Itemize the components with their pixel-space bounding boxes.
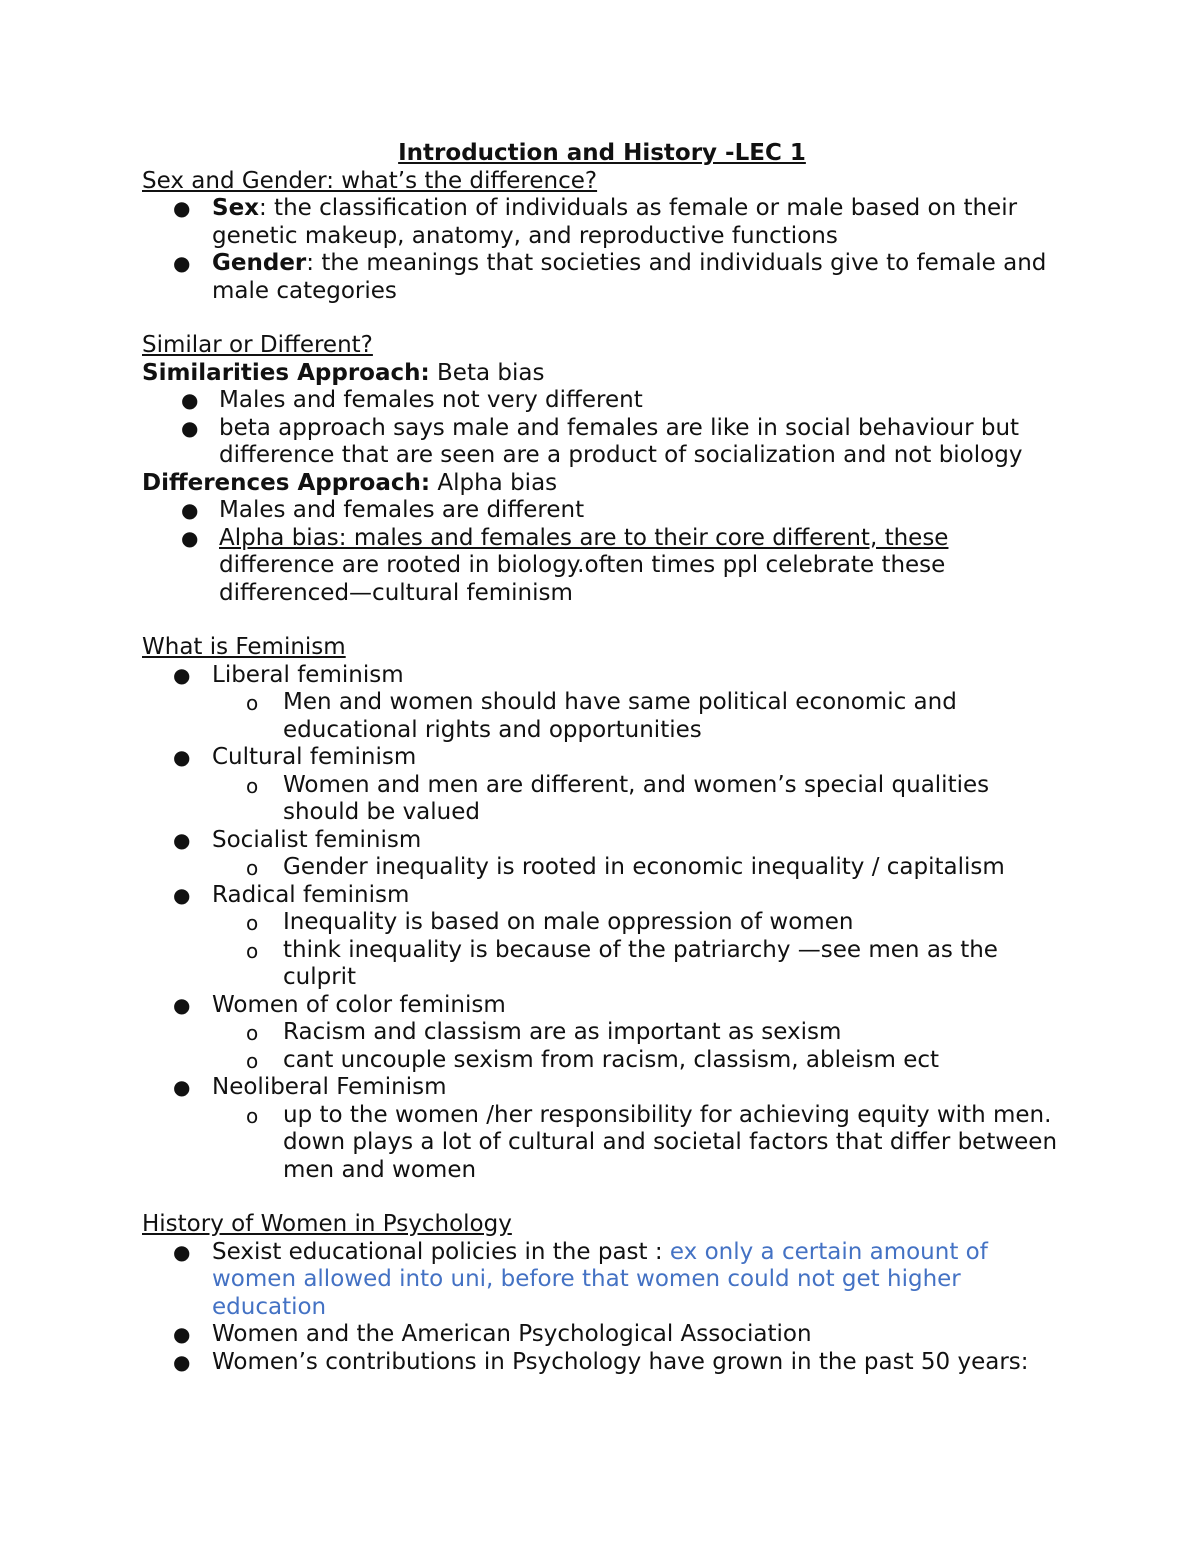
sub-item-text: Racism and classism are as important as sexism xyxy=(283,1019,842,1045)
list-item xyxy=(142,1349,1062,1377)
list-item xyxy=(142,250,1062,305)
list-item xyxy=(142,1239,1062,1322)
sub-item-text: Inequality is based on male oppression of women xyxy=(283,909,854,935)
list-item xyxy=(142,1321,1062,1349)
circle-bullet-icon: o xyxy=(246,938,259,963)
sub-item-text: up to the women /her responsibility for achieving equity with men. down plays a lot of cultural and societal factors that differ between men and women xyxy=(283,1101,1058,1183)
bullet-icon: ● xyxy=(181,525,199,550)
sub-list-item xyxy=(142,854,1062,882)
list-item-text: Women and the American Psychological Association xyxy=(212,1321,812,1347)
bullet-icon: ● xyxy=(173,196,191,220)
document-page xyxy=(142,140,1062,1376)
bullet-icon: ● xyxy=(173,1075,191,1099)
feminism-type: Cultural feminism xyxy=(212,744,417,770)
differences-label: Differences Approach: xyxy=(142,469,431,496)
feminism-type: Socialist feminism xyxy=(212,826,422,853)
circle-bullet-icon: o xyxy=(246,1021,259,1045)
definition-gender: : the meanings that societies and individuals give to female and male categories xyxy=(212,250,1047,304)
similarities-list xyxy=(142,387,1062,470)
list-item xyxy=(142,497,1062,525)
sub-item-text: think inequality is because of the patriarchy —see men as the culprit xyxy=(283,936,998,990)
sub-item-text: Gender inequality is rooted in economic inequality / capitalism xyxy=(283,854,1005,880)
sub-item-text: cant uncouple sexism from racism, classism, ableism ect xyxy=(283,1046,940,1073)
bullet-icon: ● xyxy=(181,498,199,522)
list-item-text: Males and females are different xyxy=(219,497,585,523)
bullet-icon: ● xyxy=(181,388,199,412)
paragraph-gap xyxy=(142,305,1062,332)
paragraph-gap xyxy=(142,1184,1062,1211)
similarities-label: Similarities Approach: xyxy=(142,359,430,386)
bullet-icon: ● xyxy=(173,745,191,769)
list-item xyxy=(142,662,1062,690)
list-item xyxy=(142,744,1062,772)
feminism-list xyxy=(142,662,1062,1185)
section-heading-history: History of Women in Psychology xyxy=(142,1211,512,1237)
circle-bullet-icon: o xyxy=(246,856,259,880)
circle-bullet-icon: o xyxy=(246,773,259,798)
sub-item-text: Men and women should have same political economic and educational rights and opportunities xyxy=(283,689,957,743)
page-title: Introduction and History -LEC 1 xyxy=(398,140,806,166)
list-item xyxy=(142,387,1062,415)
list-item xyxy=(142,882,1062,910)
bullet-icon: ● xyxy=(181,415,199,440)
feminism-type: Women of color feminism xyxy=(212,991,506,1018)
bullet-icon: ● xyxy=(173,251,191,275)
bullet-icon: ● xyxy=(173,992,191,1017)
list-item xyxy=(142,525,1062,608)
similarities-value: Beta bias xyxy=(429,359,545,386)
feminism-type: Liberal feminism xyxy=(212,661,404,688)
history-list xyxy=(142,1239,1062,1377)
list-item xyxy=(142,827,1062,855)
circle-bullet-icon: o xyxy=(246,911,259,935)
sub-list-item xyxy=(142,1102,1062,1185)
sex-gender-list xyxy=(142,195,1062,305)
list-item xyxy=(142,195,1062,250)
section-heading-sex-gender: Sex and Gender: what’s the difference? xyxy=(142,167,598,194)
feminism-type: Neoliberal Feminism xyxy=(212,1074,447,1100)
definition-sex: : the classification of individuals as female or male based on their genetic makeup, anatomy, and reproductive functions xyxy=(212,195,1018,249)
list-item-text: Sexist educational policies in the past : xyxy=(212,1238,670,1265)
section-heading-similar-different: Similar or Different? xyxy=(142,332,373,358)
circle-bullet-icon: o xyxy=(246,1103,259,1128)
differences-value: Alpha bias xyxy=(430,469,558,496)
list-item xyxy=(142,992,1062,1020)
circle-bullet-icon: o xyxy=(246,691,259,715)
list-item-text: difference are rooted in biology.often times ppl celebrate these differenced—cultural feminism xyxy=(219,552,946,606)
sub-list-item xyxy=(142,1019,1062,1047)
bullet-icon: ● xyxy=(173,662,191,687)
term-gender: Gender xyxy=(212,250,307,276)
bullet-icon: ● xyxy=(173,1239,191,1264)
bullet-icon: ● xyxy=(173,1349,191,1374)
similarities-approach-line xyxy=(142,360,1062,388)
list-item-text: Males and females not very different xyxy=(219,387,643,413)
section-heading-feminism: What is Feminism xyxy=(142,634,346,660)
circle-bullet-icon: o xyxy=(246,1048,259,1073)
sub-list-item xyxy=(142,689,1062,744)
list-item xyxy=(142,415,1062,470)
underlined-text: Alpha bias: males and females are to their core different, these xyxy=(219,524,949,551)
sub-list-item xyxy=(142,909,1062,937)
feminism-type: Radical feminism xyxy=(212,881,410,908)
bullet-icon: ● xyxy=(173,1322,191,1346)
blue-note-text: ex only a certain amount of women allowed into uni, before that women could not get higher education xyxy=(212,1238,988,1320)
sub-item-text: Women and men are different, and women’s special qualities should be valued xyxy=(283,771,990,825)
differences-approach-line xyxy=(142,470,1062,498)
list-item-text: beta approach says male and females are like in social behaviour but difference that are seen are a product of socialization and not biology xyxy=(219,414,1023,468)
sub-list-item xyxy=(142,937,1062,992)
sub-list-item xyxy=(142,772,1062,827)
term-sex: Sex xyxy=(212,195,259,221)
paragraph-gap xyxy=(142,607,1062,634)
list-item xyxy=(142,1074,1062,1102)
bullet-icon: ● xyxy=(173,827,191,852)
list-item-text: Women’s contributions in Psychology have grown in the past 50 years: xyxy=(212,1348,1029,1375)
bullet-icon: ● xyxy=(173,882,191,907)
differences-list xyxy=(142,497,1062,607)
sub-list-item xyxy=(142,1047,1062,1075)
